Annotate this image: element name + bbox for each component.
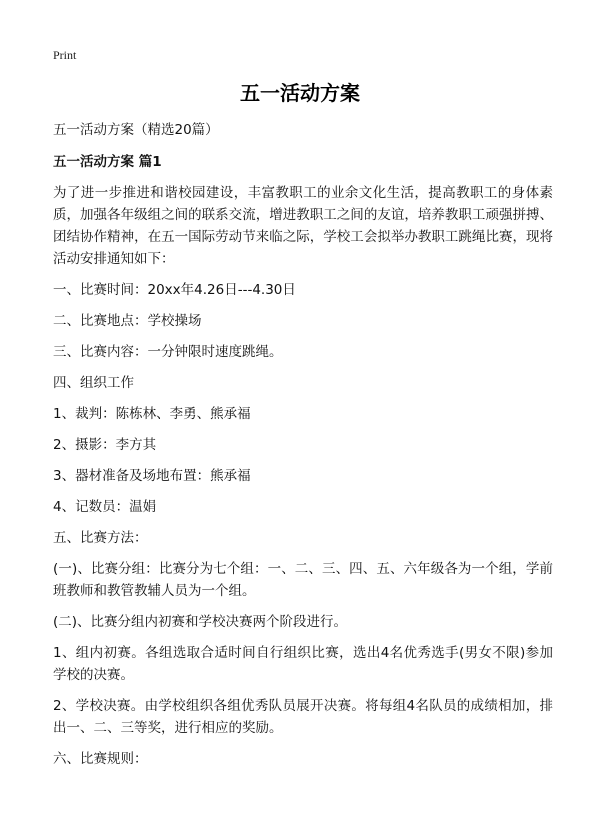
referees-item: 1、裁判：陈栋林、李勇、熊承福 <box>53 406 251 422</box>
rules-heading: 六、比赛规则： <box>53 751 148 767</box>
stages-paragraph: (二)、比赛分组内初赛和学校决赛两个阶段进行。 <box>53 614 348 630</box>
document-title: 五一活动方案 <box>240 81 360 105</box>
print-label: Print <box>53 48 77 62</box>
competition-time: 一、比赛时间：20xx年4.26日---4.30日 <box>53 282 296 298</box>
intro-paragraph: 为了进一步推进和谐校园建设，丰富教职工的业余文化生活，提高教职工的身体素质，加强各年级组之间的联系交流，增进教职工之间的友谊，培养教职工顽强拼搏、团结协作精神，在五一国际劳动节来临之际，学校工会拟举办教职工跳绳比赛，现将活动安排通知如下： <box>53 185 553 267</box>
competition-location: 二、比赛地点：学校操场 <box>53 313 202 329</box>
preliminary-paragraph: 1、组内初赛。各组选取合适时间自行组织比赛，选出4名优秀选手(男女不限)参加学校的决赛。 <box>53 645 553 683</box>
document-subtitle: 五一活动方案（精选20篇） <box>53 122 219 138</box>
document-content <box>53 119 553 779</box>
scorekeeper-item: 4、记数员：温娟 <box>53 499 157 515</box>
section-title: 五一活动方案 篇1 <box>53 154 162 170</box>
final-paragraph: 2、学校决赛。由学校组织各组优秀队员展开决赛。将每组4名队员的成绩相加，排出一、二、三等奖，进行相应的奖励。 <box>53 698 553 736</box>
competition-content: 三、比赛内容：一分钟限时速度跳绳。 <box>53 344 283 360</box>
method-heading: 五、比赛方法： <box>53 530 148 546</box>
photography-item: 2、摄影：李方其 <box>53 437 157 453</box>
equipment-item: 3、器材准备及场地布置：熊承福 <box>53 468 251 484</box>
organization-heading: 四、组织工作 <box>53 375 134 391</box>
grouping-paragraph: (一)、比赛分组：比赛分为七个组：一、二、三、四、五、六年级各为一个组，学前班教师和教管教辅人员为一个组。 <box>53 561 553 599</box>
